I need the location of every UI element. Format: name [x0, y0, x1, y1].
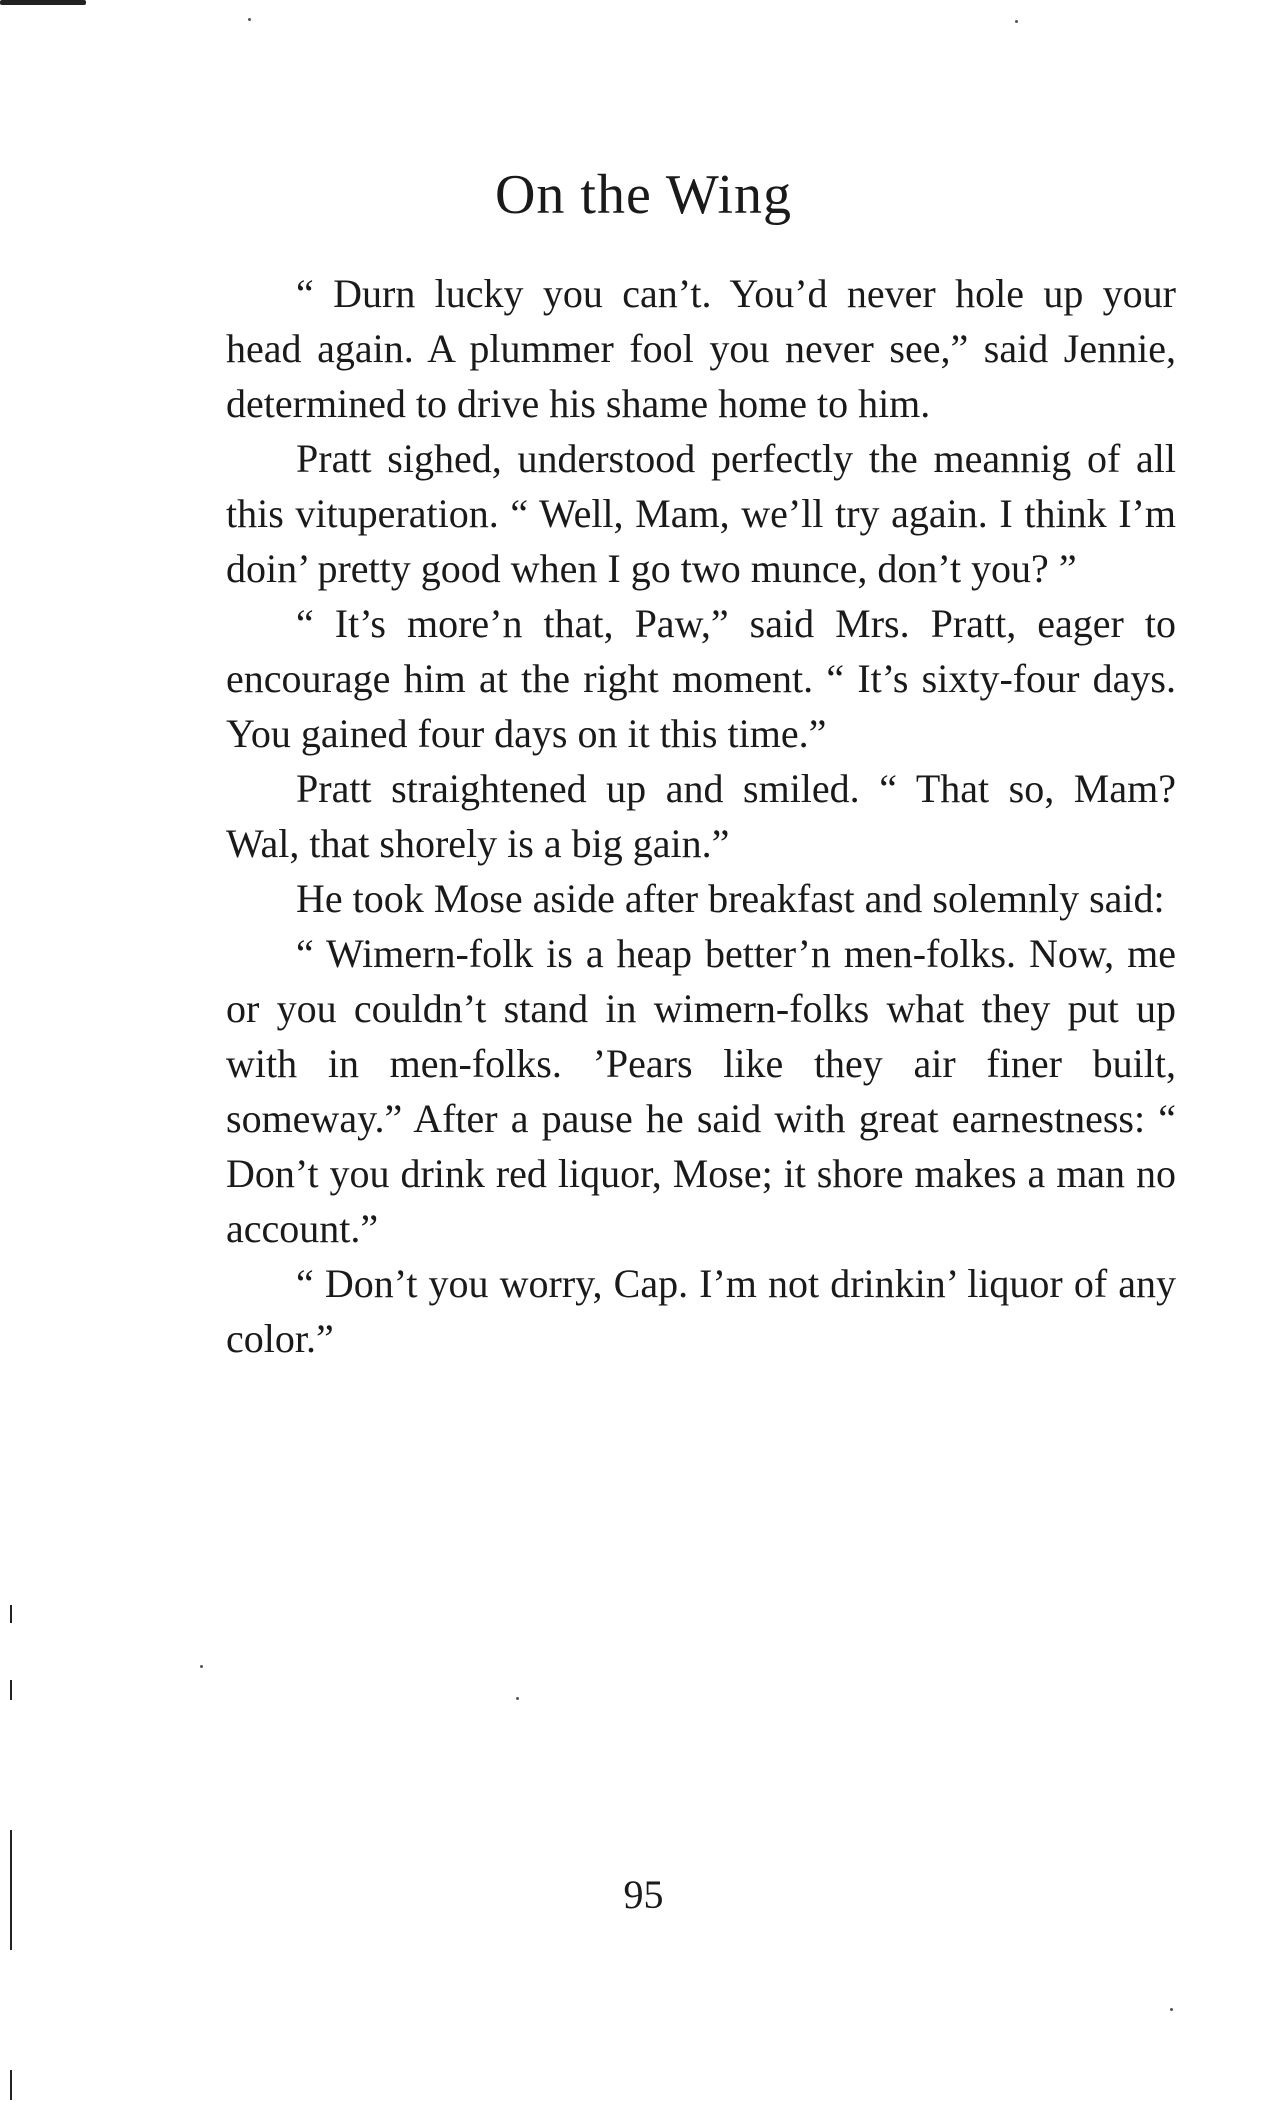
body-text	[226, 266, 1176, 1366]
scan-speck	[1015, 20, 1018, 23]
paragraph: “ Durn lucky you can’t. You’d never hole up your head again. A plummer fool you never see,” said Jennie, determined to drive his shame home to him.	[226, 271, 1176, 426]
paragraph: Pratt straightened up and smiled. “ That so, Mam? Wal, that shorely is a big gain.”	[226, 766, 1176, 866]
paragraph: Pratt sighed, understood perfectly the meannig of all this vituperation. “ Well, Mam, we’ll try again. I think I’m doin’ pretty good when I go two munce, don’t you? ”	[226, 436, 1176, 591]
paragraph: “ Wimern-folk is a heap better’n men-folks. Now, me or you couldn’t stand in wimern-folks what they put up with in men-folks. ’Pears like they air finer built, someway.” After a pause he said with great earnestness: “ Don’t you drink red liquor, Mose; it shore makes a man no account.”	[226, 931, 1176, 1251]
scan-margin-mark	[10, 2070, 12, 2100]
page-number: 95	[623, 1872, 664, 1917]
running-head: On the Wing	[494, 164, 792, 226]
scan-speck	[1170, 2008, 1173, 2011]
paragraph: “ It’s more’n that, Paw,” said Mrs. Pratt, eager to encourage him at the right moment. “ It’s sixty-four days. You gained four days on it this time.”	[226, 601, 1176, 756]
scan-speck	[516, 1697, 519, 1700]
scan-margin-mark	[10, 1680, 12, 1700]
scan-corner-mark	[0, 0, 86, 5]
scan-speck	[200, 1665, 203, 1668]
scan-margin-mark	[10, 1605, 12, 1623]
paragraph: He took Mose aside after breakfast and solemnly said:	[296, 876, 1165, 921]
paragraph: “ Don’t you worry, Cap. I’m not drinkin’ liquor of any color.”	[226, 1261, 1176, 1361]
scan-speck	[248, 18, 251, 21]
